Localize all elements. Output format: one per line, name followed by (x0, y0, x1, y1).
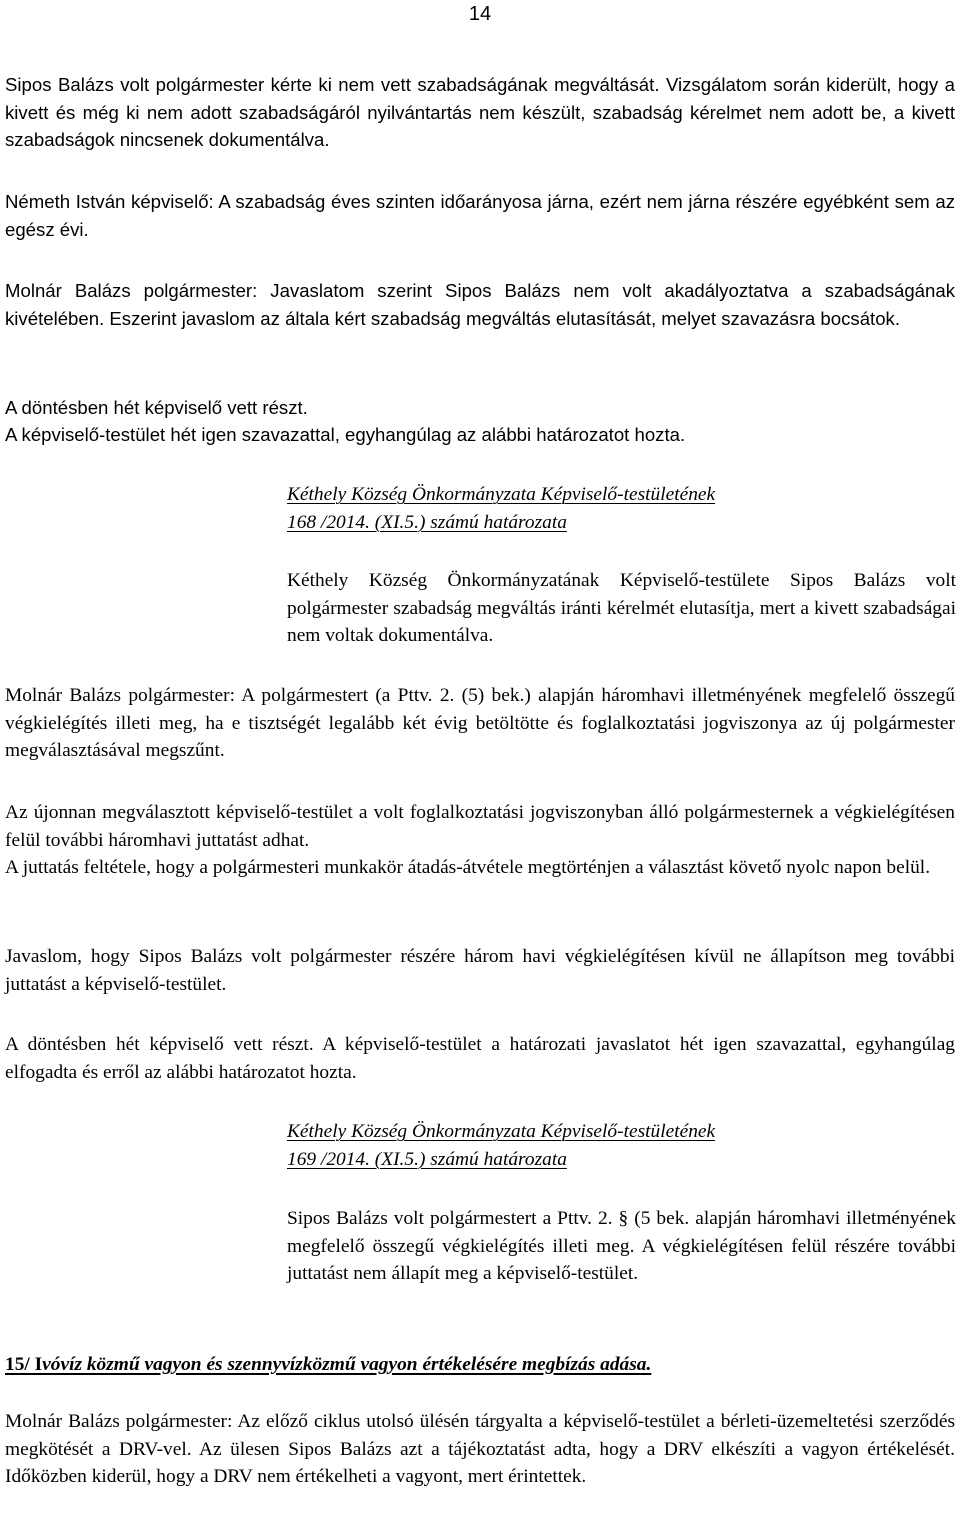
resolution-169-body: Sipos Balázs volt polgármestert a Pttv. 2. § (5 bek. alapján háromhavi illetményének megfelelő összegű végkielégítés illeti meg. A végkielégítésen felül részére további juttatást nem állapít meg a képviselő-testület. (287, 1208, 956, 1284)
resolution-168-body: Kéthely Község Önkormányzatának Képviselő-testülete Sipos Balázs volt polgármester szabadság megváltás iránti kérelmét elutasítja, mert a kivett szabadságai nem voltak dokumentálva. (287, 570, 956, 646)
paragraph-drv-valuation: Molnár Balázs polgármester: Az előző ciklus utolsó ülésén tárgyalta a képviselő-testület a bérleti-üzemeltetési szerződés megkötését a DRV-vel. Az ülesen Sipos Balázs azt a tájékoztatást adta, hogy a DRV elkészíti a vagyon értékelését. Időközben kiderül, hogy a DRV nem értékelheti a vagyont, mert érintettek. (5, 1411, 955, 1487)
resolution-169 (287, 1118, 956, 1173)
resolution-169-title: Kéthely Község Önkormányzata Képviselő-testületének (287, 1121, 716, 1142)
paragraph-additional-allowance: Az újonnan megválasztott képviselő-testület a volt foglalkoztatási jogviszonyban álló polgármesternek a végkielégítésen felül további háromhavi juttatást adhat. (5, 802, 955, 851)
paragraph-vote-result: A képviselő-testület hét igen szavazattal, egyhangúlag az alábbi határozatot hozta. (5, 424, 686, 445)
resolution-168-title: Kéthely Község Önkormányzata Képviselő-testületének (287, 484, 716, 505)
paragraph-decision-adopted: A döntésben hét képviselő vett részt. A képviselő-testület a határozati javaslatot hét igen szavazattal, egyhangúlag elfogadta és erről az alábbi határozatot hozta. (5, 1034, 955, 1083)
resolution-168-number: 168 /2014. (XI.5.) számú határozata (287, 511, 567, 533)
section-15-heading (5, 1351, 955, 1379)
paragraph-allowance-condition: A juttatás feltétele, hogy a polgármesteri munkakör átadás-átvétele megtörténjen a választást követő nyolc napon belül. (5, 857, 931, 878)
paragraph-sipos-request: Sipos Balázs volt polgármester kérte ki nem vett szabadságának megváltását. Vizsgálatom során kiderült, hogy a kivett és még ki nem adott szabadságáról nyilvántartás nem készült, szabadság kérelmet nem adott be, a kivett szabadságok nincsenek dokumentálva. (5, 74, 955, 150)
paragraph-molnar-proposal: Molnár Balázs polgármester: Javaslatom szerint Sipos Balázs nem volt akadályoztatva a szabadságának kivételében. Eszerint javaslom az általa kért szabadság megváltás elutasítását, melyet szavazásra bocsátok. (5, 280, 955, 329)
resolution-168 (287, 481, 956, 536)
paragraph-nemeth-statement: Németh István képviselő: A szabadság éves szinten időarányosa járna, ezért nem járna részére egyébként sem az egész évi. (5, 191, 955, 240)
section-15-prefix: 15/ I (5, 1354, 43, 1375)
paragraph-vote-participants: A döntésben hét képviselő vett részt. (5, 397, 308, 418)
page-number: 14 (468, 3, 492, 25)
paragraph-severance-rule: Molnár Balázs polgármester: A polgármestert (a Pttv. 2. (5) bek.) alapján háromhavi illetményének megfelelő összegű végkielégítés illeti meg, ha e tisztségét legalább két évig betöltötte és foglalkoztatási jogviszonya az új polgármester megválasztásával megszűnt. (5, 685, 955, 761)
section-15-title: vóvíz közmű vagyon és szennyvízközmű vagyon értékelésére megbízás adása. (42, 1354, 652, 1375)
paragraph-proposal-no-allowance: Javaslom, hogy Sipos Balázs volt polgármester részére három havi végkielégítésen kívül ne állapítson meg további juttatást a képviselő-testület. (5, 946, 955, 995)
resolution-169-number: 169 /2014. (XI.5.) számú határozata (287, 1148, 567, 1170)
